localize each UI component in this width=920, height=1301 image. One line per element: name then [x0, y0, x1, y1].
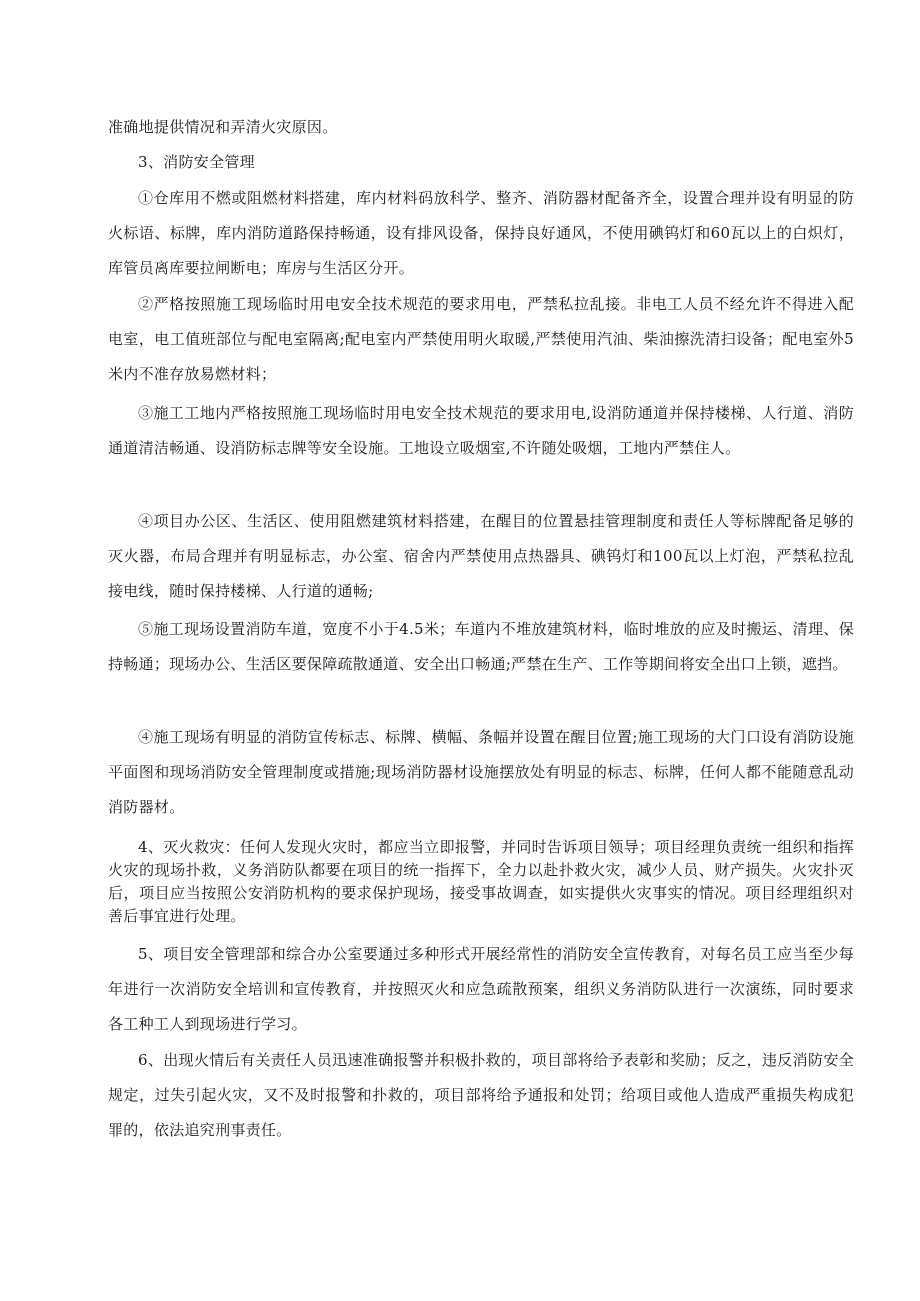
paragraph-safety-education: 5、项目安全管理部和综合办公室要通过多种形式开展经常性的消防安全宣传教育，对每名员工应当至少每年进行一次消防安全培训和宣传教育，并按照灭火和应急疏散预案，组织义务消防队进行一次演练，同时要求各工种工人到现场进行学习。 [108, 945, 854, 1033]
paragraph-fire-lanes: ⑤施工现场设置消防车道，宽度不小于4.5米；车道内不堆放建筑材料，临时堆放的应及时搬运、清理、保持畅通；现场办公、生活区要保障疏散通道、安全出口畅通;严禁在生产、工作等期间将安全出口上锁，遮挡。 [108, 620, 854, 673]
section-heading-fire-safety-management: 3、消防安全管理 [138, 153, 255, 171]
paragraph-fire-signage: ④施工现场有明显的消防宣传标志、标牌、横幅、条幅并设置在醒目位置;施工现场的大门口设有消防设施平面图和现场消防安全管理制度或措施;现场消防器材设施摆放处有明显的标志、标牌，任何人都不能随意乱动消防器材。 [108, 728, 854, 816]
paragraph-continuation: 准确地提供情况和弄清火灾原因。 [108, 118, 338, 136]
paragraph-firefighting-rescue: 4、灭火救灾：任何人发现火灾时，都应当立即报警，并同时告诉项目领导；项目经理负责统一组织和指挥火灾的现场扑救，义务消防队都要在项目的统一指挥下，全力以赴扑救火灾，减少人员、财产损失。火灾扑灭后，项目应当按照公安消防机构的要求保护现场，接受事故调查，如实提供火灾事实的情况。项目经理组织对善后事宜进行处理。 [108, 838, 854, 925]
paragraph-office-living-area: ④项目办公区、生活区、使用阻燃建筑材料搭建，在醒目的位置悬挂管理制度和责任人等标牌配备足够的灭火器，布局合理并有明显标志，办公室、宿舍内严禁使用点热器具、碘钨灯和100瓦以上灯泡，严禁私拉乱接电线，随时保持楼梯、人行道的通畅; [108, 512, 854, 600]
paragraph-warehouse: ①仓库用不燃或阻燃材料搭建，库内材料码放科学、整齐、消防器材配备齐全，设置合理并设有明显的防火标语、标牌，库内消防道路保持畅通，设有排风设备，保持良好通风，不使用碘钨灯和60瓦以上的白炽灯，库管员离库要拉闸断电；库房与生活区分开。 [108, 189, 854, 277]
paragraph-rewards-penalties: 6、出现火情后有关责任人员迅速准确报警并积极扑救的，项目部将给予表彰和奖励；反之，违反消防安全规定，过失引起火灾，又不及时报警和扑救的，项目部将给予通报和处罚；给项目或他人造成严重损失构成犯罪的，依法追究刑事责任。 [108, 1051, 854, 1139]
paragraph-site-power: ③施工工地内严格按照施工现场临时用电安全技术规范的要求用电,设消防通道并保持楼梯、人行道、消防通道清洁畅通、设消防标志牌等安全设施。工地设立吸烟室,不许随处吸烟，工地内严禁住人。 [108, 404, 854, 457]
paragraph-electrical-room: ②严格按照施工现场临时用电安全技术规范的要求用电，严禁私拉乱接。非电工人员不经允许不得进入配电室，电工值班部位与配电室隔离;配电室内严禁使用明火取暖,严禁使用汽油、柴油擦洗清扫设备；配电室外5米内不准存放易燃材料； [108, 295, 854, 383]
